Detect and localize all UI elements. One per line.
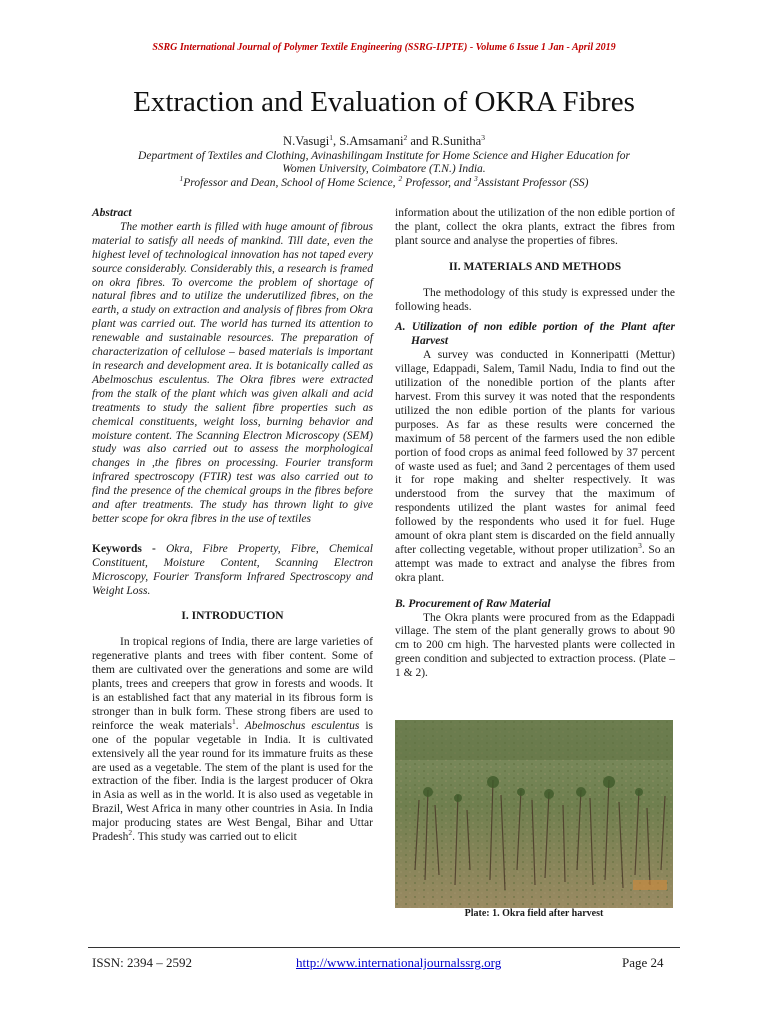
okra-field-photo: [395, 720, 673, 908]
role-superscript: 3: [473, 173, 478, 183]
procurement-paragraph: The Okra plants were procured from as the Edappadi village. The stem of the plant generally grows to about 90 cm to 200 cm high. The harvested plants were collected in green condition and subjected to extraction process. (Plate – 1 & 2).: [395, 611, 675, 680]
subsection-heading-b: B. Procurement of Raw Material: [395, 597, 551, 610]
author-list: [0, 134, 768, 149]
introduction-paragraph: [92, 636, 373, 845]
species-name: Abelmoschus esculentus: [244, 719, 360, 732]
affiliation: [90, 150, 678, 190]
role-superscript: 2: [398, 173, 403, 183]
abstract-label: Abstract: [92, 207, 132, 219]
survey-text: A survey was conducted in Konneripatti (Mettur) village, Edappadi, Salem, Tamil Nadu, India to find out the utilization of the nonedible portion of the plants after harvest. From this survey it was noted that the respondents utilized the non edible portion of the plants for various purposes. As far as these results were concerned the maximum of 58 percent of the farmers used the non edible portion of food crops as animal feed followed by 37 percent of waste used as fuel; and 3and 2 percentages of them used it for rope making and shelter respectively. It was understood from the survey that the maximum of respondents utilized the plant wastes for animal feed followed by the respondents who used it for fuel. Huge amount of okra plant stem is discarded on the field annually after collecting vegetable, without proper utilization: [395, 349, 675, 556]
author-name: S.Amsamani: [339, 134, 404, 148]
role-text: Professor and Dean, School of Home Science,: [183, 176, 399, 189]
section-heading-introduction: I. INTRODUCTION: [181, 610, 284, 623]
footer-divider: [88, 947, 680, 948]
keywords-label: Keywords -: [92, 542, 166, 555]
author-superscript: 2: [403, 132, 408, 142]
intro-text: . This study was carried out to elicit: [132, 831, 297, 844]
survey-text: . So an attempt was made to extract and analyse the fibres from okra plant.: [395, 543, 675, 584]
left-column: [92, 207, 373, 845]
keywords-text: Okra, Fibre Property, Fibre, Chemical Constituent, Moisture Content, Scanning Electron Microscopy, Fourier Transform Infrared Spectroscopy and Weight Loss.: [92, 542, 373, 597]
affiliation-line: Department of Textiles and Clothing, Avinashilingam Institute for Home Science and Higher Education for: [138, 150, 630, 162]
author-separator: ,: [332, 134, 340, 148]
paper-title: Extraction and Evaluation of OKRA Fibres: [133, 86, 635, 118]
methods-paragraph: The methodology of this study is expressed under the following heads.: [395, 286, 675, 313]
citation: 2: [128, 828, 133, 838]
intro-text: is one of the popular vegetable in India. It is cultivated extensively all the year round for its immature fruits as these are used as a vegetable. The stem of the plant is used for the extraction of the fiber. India is the largest producer of Okra in Asia as well as in the world. It is also used as vegetable in Brazil, West Africa in many other countries in Asia. In India major producing states are West Bengal, Bihar and Uttar Pradesh: [92, 719, 374, 844]
citation: 1: [232, 716, 236, 726]
author-superscript: 1: [329, 132, 333, 142]
footer-issn: ISSN: 2394 – 2592: [92, 955, 193, 970]
intro-text: In tropical regions of India, there are large varieties of regenerative plants and trees with fiber content. Some of them are cultivated over the generations and some are wild plants, trees and creepers that grow in forests and woods. It is an established fact that any material in its fibrous form is stronger than in bulk form. These strong fibers are used to reinforce the weak materials: [92, 636, 373, 732]
author-superscript: 3: [481, 132, 485, 142]
journal-header: SSRG International Journal of Polymer Textile Engineering (SSRG-IJPTE) - Volume 6 Issue 1 Jan - April 2019: [152, 42, 616, 53]
citation: 3: [638, 541, 642, 551]
photo-caption: Plate: 1. Okra field after harvest: [464, 908, 604, 919]
affiliation-roles: [90, 173, 678, 190]
role-text: Professor, and: [402, 176, 474, 189]
role-superscript: 1: [179, 173, 184, 183]
footer-journal-link[interactable]: http://www.internationaljournalssrg.org: [296, 955, 502, 970]
intro-text: .: [235, 719, 245, 732]
author-name: R.Sunitha: [431, 134, 482, 148]
section-heading-materials: II. MATERIALS AND METHODS: [448, 260, 622, 273]
survey-paragraph: [395, 349, 675, 585]
keywords: [92, 543, 373, 599]
abstract-text: The mother earth is filled with huge amount of fibrous material to satisfy all needs of mankind. Till date, even the highest level of technological innovation has not taped every source considerably. Considerably this, a research is framed on okra fibres. To overcome the problem of shortage of natural fibres and to utilize the underutilized fibres, on the earth, a study on extraction and analysis of fibres from Okra plant was carried out. The world has turned its attention to renewable and sustainable resources. The preparation of characterization of cellulose – based materials is important in research and development area. It is botanically called as Abelmoschus esculentus. The Okra fibres were extracted from the stalk of the plant which was given alkali and acid treatments to study the salient fibre properties such as chemical constituents, weight loss, burning behavior and moisture content. The Scanning Electron Microscopy (SEM) study was also carried out to assess the morphological changes in ,the fibres on processing. Fourier transform infrared spectroscopy (FTIR) test was also carried out to find the presence of the chemical groups in the fibres before and after treatments. The study has thrown light to give better scope for okra fibres in the use of textiles: [92, 220, 373, 525]
footer-page-number: Page 24: [622, 955, 664, 970]
right-column: [395, 207, 675, 681]
author-separator: and: [407, 134, 432, 148]
intro-continuation: information about the utilization of the non edible portion of the plant, collect the okra plants, extract the fibres from plant source and analyse the properties of fibres.: [395, 207, 675, 247]
role-text: Assistant Professor (SS): [477, 176, 589, 189]
author-name: N.Vasugi: [283, 134, 330, 148]
affiliation-line: Women University, Coimbatore (T.N.) India.: [282, 163, 486, 176]
subsection-heading-a: A. Utilization of non edible portion of the Plant after Harvest: [395, 321, 675, 348]
